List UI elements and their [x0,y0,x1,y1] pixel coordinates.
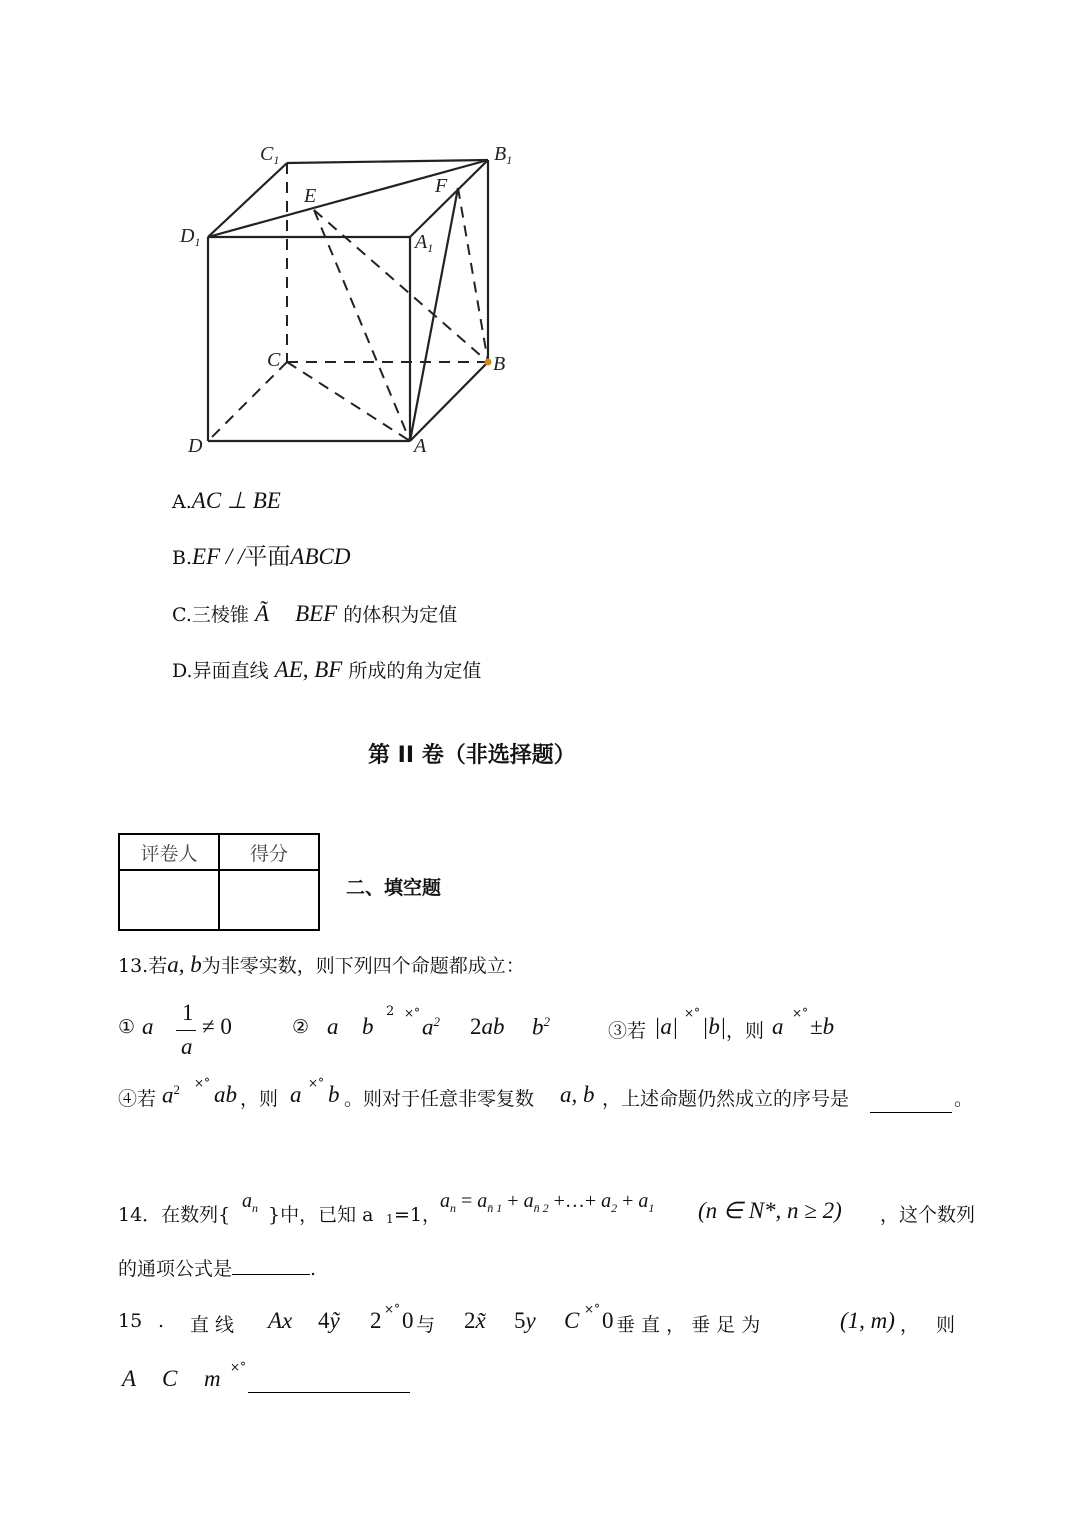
q13-stem-math: a, b [167,952,202,977]
q13-s4-a2: $a^2$ [162,1082,180,1108]
q15-eq2-c: C [564,1308,580,1333]
q13-s4-eq-artifact: ×° [194,1076,211,1090]
q13-s3-pm-b: ±b [810,1014,835,1039]
option-d [172,656,481,685]
edge-e-b [314,210,488,362]
q15-eq1-4y: 4ỹ [318,1308,340,1333]
option-b [172,543,350,572]
q15-comma: ， [900,1314,920,1336]
q13-s1-marker: ① [118,1016,136,1038]
edge-c-a [287,362,410,441]
option-c-math2: BEF [295,601,338,626]
label-c1: $C_1$ [260,143,280,167]
q15-word-and: 与 [416,1314,436,1336]
cube-figure [170,130,530,460]
q15-eq2-artifact: ×° [584,1302,601,1316]
score-header-score: 得分 [219,834,319,870]
q13-s3-abs-b: |b| [702,1014,727,1039]
q15-ans-a: A [122,1366,137,1391]
score-cell-score [219,870,319,930]
q13-s3-marker: ③若 [608,1020,647,1042]
q13-s4-then: ，则 [240,1088,279,1110]
q14-mid2: =1， [394,1204,442,1226]
q15-answer-blank[interactable] [248,1366,410,1393]
q15-ans-m: m [204,1366,221,1391]
q15-point: (1, m) [840,1308,895,1333]
q13-s1-frac-num: 1 [182,1000,194,1025]
q15-eq1-ax: Ax [268,1308,293,1333]
label-d1: $D_1$ [180,225,201,249]
q14-line2-text: 的通项公式是 [118,1258,233,1280]
q13-s1-frac-den: a [181,1034,193,1059]
score-cell-grader [119,870,219,930]
q15-answer-row [118,1360,518,1400]
q15-row [118,1304,978,1340]
q13-s2-a: a [327,1014,339,1039]
score-header-grader: 评卷人 [119,834,219,870]
label-b1: $B_1$ [494,143,513,167]
q14-end-mark: . [310,1258,317,1280]
q13-s3-eq-artifact: ×° [684,1006,701,1020]
edge-c1-b1 [287,160,488,163]
q13-s2-b: b [362,1014,374,1039]
option-b-text: 平面 [244,544,291,569]
edge-c-d [208,362,287,441]
q13-s2-sq: 2 [386,1004,395,1019]
q15-then: 则 [936,1314,956,1336]
q15-eq2-0: 0 [602,1308,614,1333]
q15-eq1-2: 2 [370,1308,382,1333]
point-b-marker [485,359,492,366]
edge-e-a [314,210,410,441]
q13-s2-b2: $b^2$ [532,1014,550,1040]
q13-s2-marker: ② [292,1016,310,1038]
q14-answer-blank[interactable] [232,1252,310,1275]
q15-words-perp: 垂 直 ， 垂 足 为 [616,1314,761,1336]
q13-s1-a: a [142,1014,154,1039]
q13-s4-vars: a, b [560,1082,595,1107]
option-b-math2: ABCD [290,544,351,569]
q14-recurrence: $a_n = a_{n̄ 1} + a_{n̄ 2}$ +…+ $a_2 + a_1$ [440,1190,655,1215]
q15-ans-artifact: ×° [230,1360,247,1374]
q13-s3-then: ，则 [726,1020,765,1042]
q13-s1-frac-bar [176,1030,196,1031]
option-c-prefix: C.三棱锥 [172,604,249,626]
q13-s4-b: b [328,1082,340,1107]
score-table [118,833,320,931]
option-b-math1: EF / / [192,544,245,569]
label-f: F [435,175,448,197]
q13-end-mark: 。 [954,1088,974,1110]
q15-eq2-2x: 2x̃ [464,1308,486,1333]
q13-s2-2ab: 2ab [470,1014,505,1039]
q14-post: ，这个数列 [880,1204,976,1226]
label-a1: $A_1$ [415,231,434,255]
option-b-prefix: B. [172,547,193,569]
q14-row [118,1190,978,1234]
option-a-prefix: A. [172,491,192,513]
q14-pre: 14．在数列{ [118,1204,231,1226]
option-c-suffix: 的体积为定值 [343,604,458,626]
q14-condition: (n ∈ N*, n ≥ 2) [698,1198,842,1223]
option-a-math: AC ⊥ BE [191,488,281,513]
q13-answer-blank[interactable] [870,1084,952,1113]
q13-s4-row [118,1076,978,1116]
q13-stem [118,951,525,978]
q13-s3-a: a [772,1014,784,1039]
label-c: C [267,349,281,371]
q14-mid: }中，已知 a [268,1204,374,1226]
label-a: A [414,435,427,457]
q15-ans-c: C [162,1366,178,1391]
option-d-prefix: D.异面直线 [172,660,269,682]
label-e: E [304,185,317,207]
q13-s3-abs-a: |a| [654,1014,679,1039]
q13-s4-ab: ab [214,1082,237,1107]
q15-dot: . [158,1310,165,1332]
q13-s4-post: 。则对于任意非零复数 [344,1088,535,1110]
q13-s4-eq2-artifact: ×° [308,1076,325,1090]
q13-statements-row [118,1000,978,1062]
option-a [172,487,281,516]
q15-eq1-artifact: ×° [384,1302,401,1316]
q13-s2-eq-artifact: ×° [404,1006,421,1020]
q13-stem-post: 为非零实数，则下列四个命题都成立： [201,955,525,977]
q13-s2-a2: $a^2$ [422,1014,440,1040]
q15-word-line: 直 线 [190,1314,235,1336]
q14-an-brace: $a_n$ [242,1190,258,1215]
q13-s4-pre: ④若 [118,1088,157,1110]
option-c [172,600,457,629]
section-title: 第 II 卷（非选择题） [368,743,576,768]
label-b: B [493,353,506,375]
q13-s4-end: ，上述命题仍然成立的序号是 [602,1088,850,1110]
q13-stem-pre: 13.若 [118,955,168,977]
q13-s4-a: a [290,1082,302,1107]
option-d-suffix: 所成的角为定值 [348,660,482,682]
q13-s1-neq: ≠ 0 [202,1014,232,1039]
label-d: D [188,435,203,457]
option-c-math1: Ã [254,601,270,626]
q13-s3-eq2-artifact: ×° [792,1006,809,1020]
q15-eq1-0: 0 [402,1308,414,1333]
fill-blank-title: 二、填空题 [346,877,442,899]
q14-a1-sub: 1 [386,1212,394,1226]
q15-num: 15 [118,1310,143,1332]
q14-line2 [118,1252,316,1281]
edge-f-b [458,188,488,362]
option-d-math: AE, BF [274,657,343,682]
q15-eq2-5y: 5y [514,1308,536,1333]
